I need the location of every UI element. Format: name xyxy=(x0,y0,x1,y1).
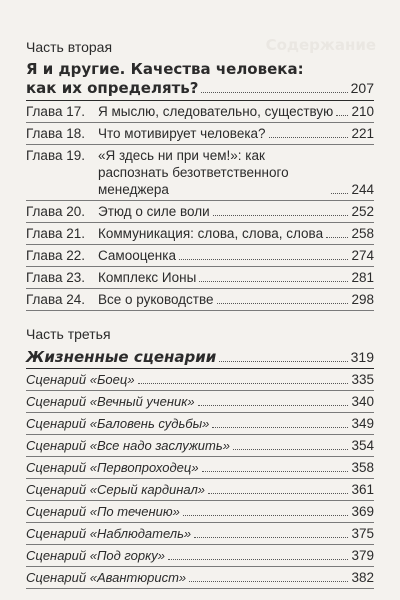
dot-leader xyxy=(233,449,349,450)
scenario-row xyxy=(26,523,374,545)
scenario-page: 375 xyxy=(351,526,374,541)
chapter-title: «Я здесь ни при чем!»: как распознать безответственного менеджера xyxy=(98,148,289,197)
chapter-row-18 xyxy=(26,123,374,145)
part-two-title-line1: Я и другие. Качества человека: xyxy=(26,60,304,78)
scenario-page: 358 xyxy=(351,460,374,475)
part-two-page: 207 xyxy=(350,80,374,96)
part-two-label: Часть вторая xyxy=(26,39,113,55)
scenario-row xyxy=(26,567,374,589)
bleed-through-heading: Содержание xyxy=(265,36,376,54)
chapter-number: Глава 24. xyxy=(26,292,85,307)
chapter-page: 258 xyxy=(351,226,374,241)
scenario-row xyxy=(26,479,374,501)
scenario-page: 382 xyxy=(351,570,374,585)
dot-leader xyxy=(219,361,347,362)
part-three-label: Часть третья xyxy=(26,326,111,342)
dot-leader xyxy=(331,193,348,194)
scenario-row xyxy=(26,369,374,391)
chapter-page: 210 xyxy=(351,104,374,119)
chapter-number: Глава 17. xyxy=(26,104,85,119)
scenario-page: 349 xyxy=(351,416,374,431)
chapter-row-24 xyxy=(26,289,374,311)
scenario-row xyxy=(26,391,374,413)
scenario-page: 369 xyxy=(351,504,374,519)
dot-leader xyxy=(208,493,348,494)
chapter-page: 244 xyxy=(351,182,374,197)
part-two-title-line2-row xyxy=(26,79,374,101)
part-two-section xyxy=(26,38,374,311)
scenario-row xyxy=(26,501,374,523)
scenario-title: Сценарий «Авантюрист» xyxy=(26,570,187,585)
chapter-page: 298 xyxy=(351,292,374,307)
part-two-title-line2: как их определять? xyxy=(26,79,199,97)
scenario-title: Сценарий «По течению» xyxy=(26,504,180,519)
chapter-number: Глава 23. xyxy=(26,270,85,285)
dot-leader xyxy=(138,383,349,384)
dot-leader xyxy=(199,281,348,282)
chapter-row-20 xyxy=(26,201,374,223)
scenario-title: Сценарий «Все надо заслужить» xyxy=(26,438,230,453)
chapter-row-22 xyxy=(26,245,374,267)
dot-leader xyxy=(212,427,348,428)
scenario-title: Сценарий «Баловень судьбы» xyxy=(26,416,210,431)
chapter-number: Глава 22. xyxy=(26,248,85,263)
dot-leader xyxy=(326,237,348,238)
scenario-title: Сценарий «Серый кардинал» xyxy=(26,482,206,497)
chapter-number: Глава 21. xyxy=(26,226,85,241)
scenario-title: Сценарий «Вечный ученик» xyxy=(26,394,195,409)
scenario-row xyxy=(26,545,374,567)
chapter-title: Комплекс Ионы xyxy=(98,270,197,285)
chapter-title: Я мыслю, следовательно, существую xyxy=(98,104,334,119)
chapter-row-23 xyxy=(26,267,374,289)
scenario-page: 361 xyxy=(351,482,374,497)
dot-leader xyxy=(217,303,349,304)
part-two-title xyxy=(26,60,374,101)
chapter-page: 281 xyxy=(351,270,374,285)
chapter-page: 221 xyxy=(351,126,374,141)
chapter-title: Все о руководстве xyxy=(98,292,214,307)
chapter-row-19 xyxy=(26,145,374,201)
dot-leader xyxy=(202,471,349,472)
dot-leader xyxy=(194,537,348,538)
dot-leader xyxy=(168,559,348,560)
scenario-title: Сценарий «Наблюдатель» xyxy=(26,526,192,541)
chapter-title: Что мотивирует человека? xyxy=(98,126,266,141)
dot-leader xyxy=(201,91,347,93)
dot-leader xyxy=(336,115,348,116)
dot-leader xyxy=(189,581,348,582)
scenario-page: 379 xyxy=(351,548,374,563)
toc-page xyxy=(26,38,374,589)
dot-leader xyxy=(183,515,349,516)
part-three-section xyxy=(26,325,374,589)
scenario-title: Сценарий «Под горку» xyxy=(26,548,166,563)
scenario-page: 335 xyxy=(351,372,374,387)
scenario-title: Сценарий «Боец» xyxy=(26,372,135,387)
dot-leader xyxy=(179,259,349,260)
scenario-title: Сценарий «Первопроходец» xyxy=(26,460,199,475)
part-three-page: 319 xyxy=(350,349,374,365)
scenario-row xyxy=(26,435,374,457)
scenario-page: 354 xyxy=(351,438,374,453)
dot-leader xyxy=(213,215,349,216)
scenario-row xyxy=(26,457,374,479)
chapter-title: Этюд о силе воли xyxy=(98,204,210,219)
chapter-row-21 xyxy=(26,223,374,245)
part-three-title-row xyxy=(26,347,374,369)
chapter-page: 252 xyxy=(351,204,374,219)
part-three-title: Жизненные сценарии xyxy=(26,348,217,366)
chapter-page: 274 xyxy=(351,248,374,263)
chapter-title: Коммуникация: слова, слова, слова xyxy=(98,226,324,241)
dot-leader xyxy=(269,137,349,138)
chapter-title: Самооценка xyxy=(98,248,176,263)
chapter-number: Глава 19. xyxy=(26,148,85,163)
chapter-number: Глава 18. xyxy=(26,126,85,141)
scenario-page: 340 xyxy=(351,394,374,409)
scenario-row xyxy=(26,413,374,435)
chapter-number: Глава 20. xyxy=(26,204,85,219)
section-spacer xyxy=(26,311,374,325)
chapter-row-17 xyxy=(26,101,374,123)
dot-leader xyxy=(198,405,349,406)
